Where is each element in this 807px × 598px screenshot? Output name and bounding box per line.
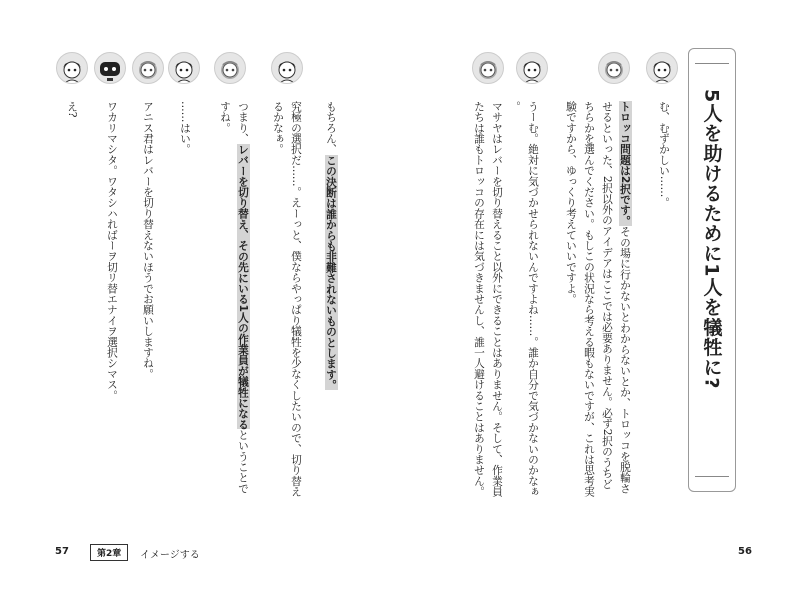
text-segment: え? (66, 101, 79, 118)
highlighted-text: レバーを切り替え、その先にいる1人の作業員が犠牲になる (237, 143, 250, 430)
highlighted-text: この決断は誰からも非難されないものとします。 (325, 154, 338, 390)
text-segment: もちろん、 (325, 101, 338, 155)
section-title-box (688, 48, 736, 492)
page-number-left: 57 (55, 546, 69, 557)
page-number-right: 56 (738, 546, 752, 557)
boy-avatar (168, 52, 200, 84)
girl-avatar (598, 52, 630, 84)
divider (695, 476, 729, 477)
divider (695, 63, 729, 64)
dialogue-text (470, 101, 506, 497)
text-segment: つまり、 (237, 101, 250, 144)
text-segment: その場に行かないとわからないとか、トロッコを脱輪させるといった、2択以外のアイデアはここでは必要ありません。必ず2択のうちどちらかを選んでください。もしこの状況なら考える暇もないですが、これは思考実験ですから、ゆっくり考えていいですよ。 (565, 101, 632, 497)
highlighted-text: トロッコ問題は2択です。 (619, 101, 632, 227)
dialogue-text (562, 101, 634, 497)
section-title: 5人を助けるために1人を犠牲に? (700, 89, 723, 390)
dialogue-text (139, 101, 157, 497)
boy-avatar (56, 52, 88, 84)
dialogue-text (103, 101, 121, 497)
boy-avatar (271, 52, 303, 84)
dialogue-text (655, 101, 673, 497)
text-segment: ということですね。 (219, 101, 250, 494)
dialogue-text (322, 101, 340, 497)
text-segment: マサヤはレバーを切り替えること以外にできることはありません。そして、作業員たちは誰もトロッコの存在には気づきませんし、誰一人避けることはありません。 (473, 101, 504, 497)
text-segment: うーむ。絶対に気づかせられないんですよね……。誰か自分で気づかないのかなぁ。 (509, 101, 540, 497)
dialogue-text (269, 101, 305, 497)
boy-avatar (646, 52, 678, 84)
girl-avatar (132, 52, 164, 84)
girl-avatar (214, 52, 246, 84)
girl-avatar (472, 52, 504, 84)
dialogue-text (176, 101, 194, 497)
chapter-title: イメージする (140, 550, 200, 561)
text-segment: 究極の選択だ……。えーっと、僕ならやっぱり犠牲を少なくしたいので、切り替えるかなぁ。 (272, 101, 303, 497)
dialogue-text (63, 101, 81, 497)
dialogue-text (216, 101, 252, 497)
text-segment: ……はい。 (179, 101, 192, 155)
robot-avatar (94, 52, 126, 84)
dialogue-text (506, 101, 542, 497)
text-segment: ワカリマシタ。ワタシハればーヲ切リ替エナイヲ選択シマス。 (106, 101, 119, 401)
text-segment: む、むずかしい……。 (658, 101, 671, 208)
chapter-badge: 第2章 (90, 544, 128, 561)
text-segment: アニス君はレバーを切り替えないほうでお願いしますね。 (142, 101, 155, 380)
boy-avatar (516, 52, 548, 84)
